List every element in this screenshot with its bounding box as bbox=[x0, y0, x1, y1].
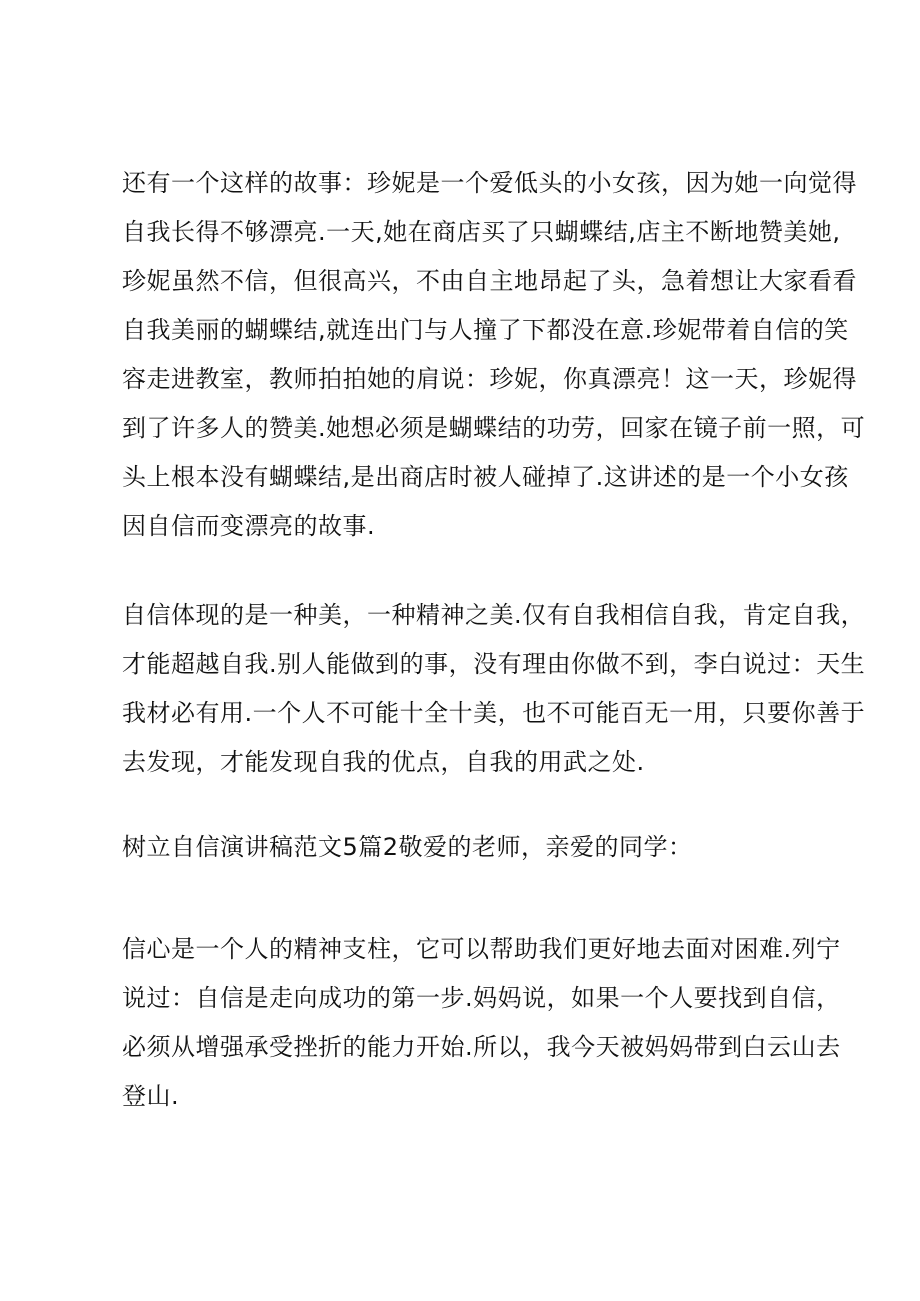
text-line: 树立自信演讲稿范文5篇2敬爱的老师，亲爱的同学： bbox=[122, 833, 693, 861]
text-line: 珍妮虽然不信，但很高兴，不由自主地昂起了头，急着想让大家看看 bbox=[122, 267, 857, 295]
text-line: 因自信而变漂亮的故事. bbox=[122, 512, 376, 540]
text-line: 到了许多人的赞美.她想必须是蝴蝶结的功劳，回家在镜子前一照，可 bbox=[122, 414, 866, 442]
text-line: 登山. bbox=[122, 1082, 180, 1110]
text-line: 自我美丽的蝴蝶结,就连出门与人撞了下都没在意.珍妮带着自信的笑 bbox=[122, 316, 849, 344]
text-line: 还有一个这样的故事：珍妮是一个爱低头的小女孩，因为她一向觉得 bbox=[122, 169, 857, 197]
text-line: 说过：自信是走向成功的第一步.妈妈说，如果一个人要找到自信， bbox=[122, 984, 841, 1012]
text-line: 头上根本没有蝴蝶结,是出商店时被人碰掉了.这讲述的是一个小女孩 bbox=[122, 463, 849, 491]
text-line: 自我长得不够漂亮.一天,她在商店买了只蝴蝶结,店主不断地赞美她, bbox=[122, 218, 841, 246]
text-line: 我材必有用.一个人不可能十全十美，也不可能百无一用，只要你善于 bbox=[122, 699, 866, 727]
text-line: 才能超越自我.别人能做到的事，没有理由你做不到，李白说过：天生 bbox=[122, 650, 866, 678]
text-line: 信心是一个人的精神支柱，它可以帮助我们更好地去面对困难.列宁 bbox=[122, 935, 841, 963]
text-line: 自信体现的是一种美，一种精神之美.仅有自我相信自我，肯定自我， bbox=[122, 601, 866, 629]
text-line: 容走进教室，教师拍拍她的肩说：珍妮，你真漂亮！这一天，珍妮得 bbox=[122, 365, 857, 393]
text-line: 去发现，才能发现自我的优点，自我的用武之处. bbox=[122, 748, 645, 776]
text-line: 必须从增强承受挫折的能力开始.所以，我今天被妈妈带到白云山去 bbox=[122, 1033, 841, 1061]
